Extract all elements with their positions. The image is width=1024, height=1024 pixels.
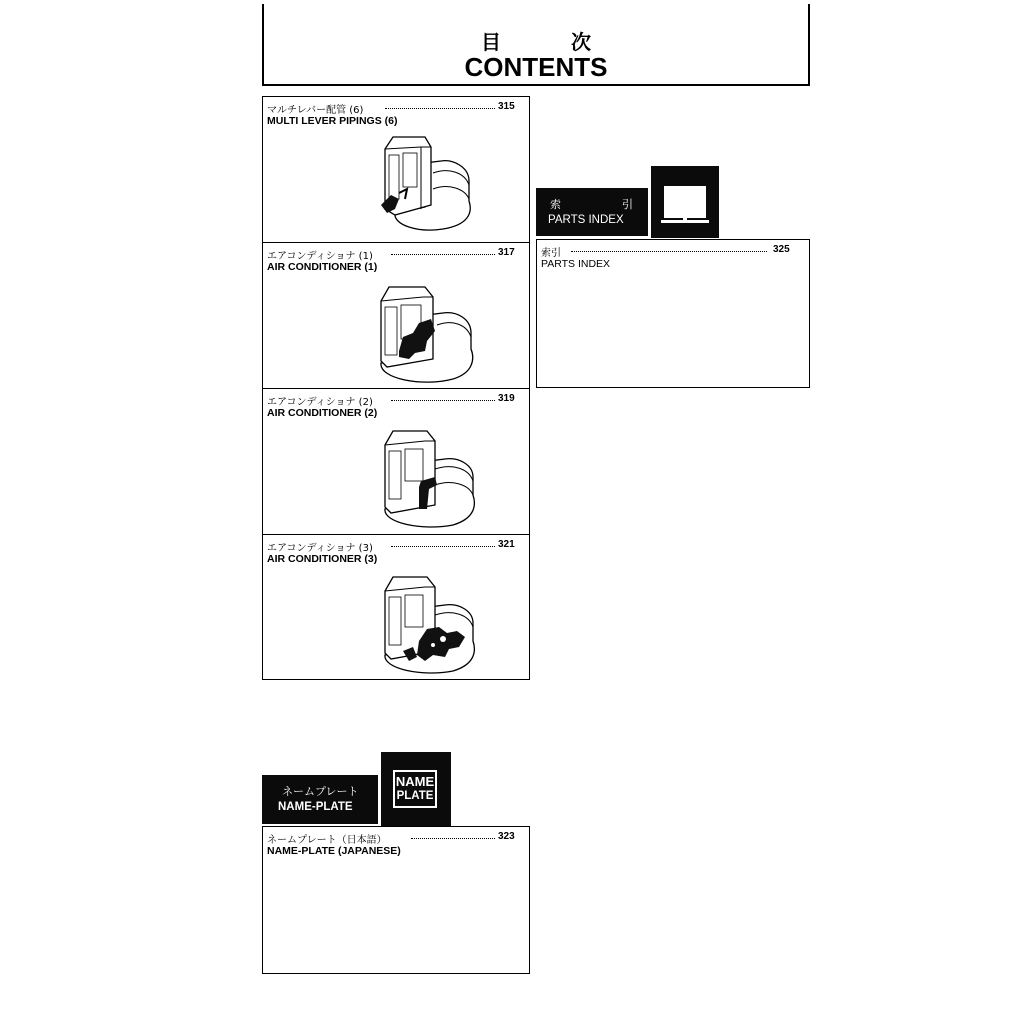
- section-entry-air-conditioner-2[interactable]: [262, 388, 530, 536]
- section-entry-air-conditioner-3[interactable]: [262, 534, 530, 680]
- dot-leader: [385, 108, 495, 109]
- name-plate-icon-box: [381, 752, 451, 826]
- excavator-cab-illustration: [373, 279, 483, 387]
- section-title-en: MULTI LEVER PIPINGS (6): [267, 115, 398, 127]
- section-title-en: AIR CONDITIONER (3): [267, 553, 378, 565]
- name-plate-icon-line2: PLATE: [396, 790, 434, 802]
- page-number: 325: [773, 244, 790, 255]
- section-title-en: AIR CONDITIONER (1): [267, 261, 378, 273]
- section-entry-air-conditioner-1[interactable]: [262, 242, 530, 390]
- excavator-cab-illustration: [373, 571, 483, 679]
- parts-index-tab[interactable]: [536, 188, 648, 236]
- dot-leader: [391, 546, 495, 547]
- page-number: 321: [498, 539, 515, 550]
- page-number: 317: [498, 247, 515, 258]
- section-title-jp: エアコンディショナ (3): [267, 543, 373, 554]
- name-plate-entry[interactable]: [262, 826, 530, 974]
- name-plate-icon: [393, 770, 437, 808]
- section-title-jp: エアコンディショナ (2): [267, 397, 373, 408]
- parts-index-title-jp: 索引: [541, 248, 561, 259]
- dot-leader: [391, 400, 495, 401]
- name-plate-tab-jp: ネームプレート: [282, 786, 359, 798]
- parts-index-entry[interactable]: [536, 239, 810, 388]
- dot-leader: [391, 254, 495, 255]
- section-title-jp: マルチレバー配管 (6): [267, 105, 364, 116]
- parts-index-tab-jp-2: 引: [622, 199, 633, 211]
- page-number: 315: [498, 101, 515, 112]
- page-number: 323: [498, 831, 515, 842]
- name-plate-title-jp: ネームプレート（日本語）: [267, 835, 387, 846]
- name-plate-tab[interactable]: [262, 775, 378, 824]
- section-title-jp: エアコンディショナ (1): [267, 251, 373, 262]
- excavator-cab-illustration: [373, 133, 483, 241]
- contents-title-jp: 目次: [481, 30, 661, 54]
- name-plate-icon-line1: NAME: [395, 774, 435, 789]
- dot-leader: [571, 251, 767, 252]
- parts-index-tab-label: PARTS INDEX: [548, 214, 624, 226]
- open-book-icon: [651, 166, 719, 238]
- contents-header: [262, 4, 810, 86]
- name-plate-tab-label: NAME-PLATE: [278, 801, 353, 813]
- parts-index-title-en: PARTS INDEX: [541, 258, 611, 270]
- section-title-en: AIR CONDITIONER (2): [267, 407, 378, 419]
- open-book-icon-box: [651, 166, 719, 238]
- excavator-cab-illustration: [373, 425, 483, 533]
- name-plate-title-en: NAME-PLATE (JAPANESE): [267, 845, 401, 857]
- page-number: 319: [498, 393, 515, 404]
- section-entry-multi-lever-pipings[interactable]: [262, 96, 530, 244]
- parts-index-tab-jp-1: 索: [550, 199, 561, 211]
- contents-title-en: CONTENTS: [464, 52, 608, 82]
- dot-leader: [411, 838, 495, 839]
